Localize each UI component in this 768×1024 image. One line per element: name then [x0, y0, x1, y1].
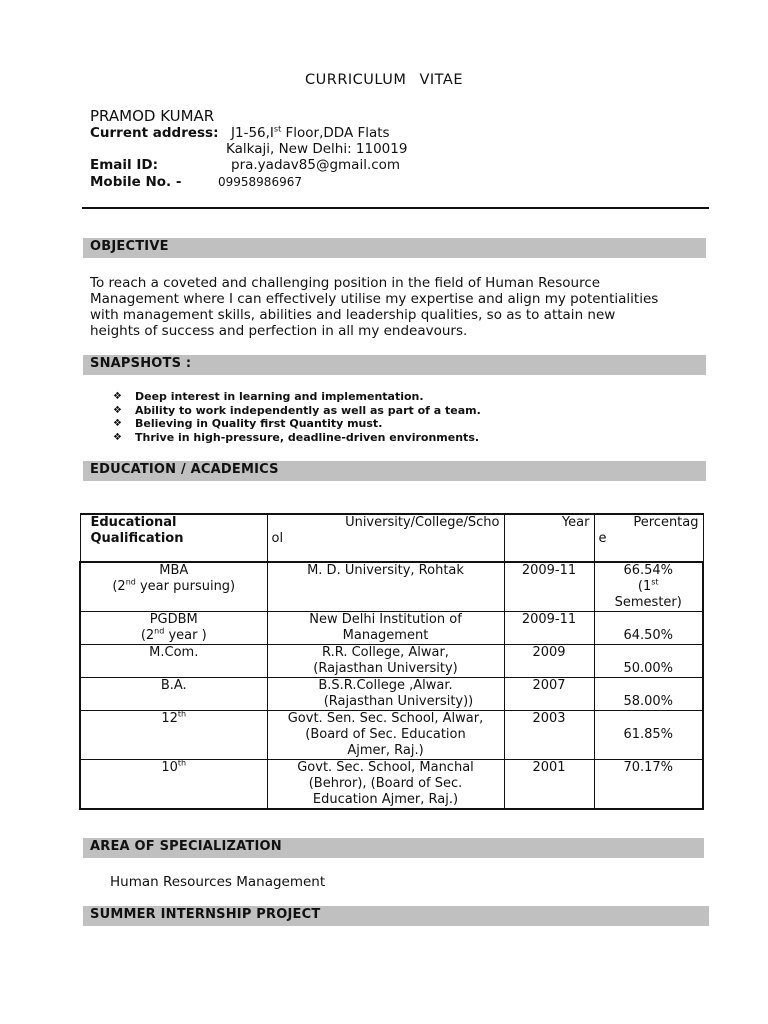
- snapshots-list: [113, 390, 481, 444]
- qualification-cell: 12th: [80, 711, 267, 760]
- qualification-cell: PGDBM (2nd year ): [80, 612, 267, 645]
- percentage-cell: 61.85%: [594, 711, 703, 760]
- email-value: pra.yadav85@gmail.com: [231, 157, 401, 173]
- percentage-cell: 70.17%: [594, 760, 703, 810]
- table-row: [80, 645, 703, 678]
- mobile-value: 09958986967: [218, 175, 302, 189]
- education-heading: EDUCATION / ACADEMICS: [90, 462, 279, 477]
- snapshots-heading: SNAPSHOTS :: [90, 356, 192, 371]
- percentage-cell: 66.54% (1st Semester): [594, 562, 703, 612]
- objective-heading: OBJECTIVE: [90, 239, 169, 254]
- diamond-bullet-icon: ❖: [113, 418, 122, 429]
- address-line-1: J1-56,Ist Floor,DDA Flats: [231, 124, 390, 141]
- email-label: Email ID:: [90, 157, 158, 173]
- university-cell: B.S.R.College ,Alwar. (Rajasthan University)): [267, 678, 504, 711]
- internship-heading: SUMMER INTERNSHIP PROJECT: [90, 907, 321, 922]
- specialization-heading: AREA OF SPECIALIZATION: [90, 839, 282, 854]
- year-cell: 2007: [504, 678, 594, 711]
- header-university: University/College/Scho ol: [267, 514, 504, 562]
- list-item: ❖ Deep interest in learning and implementation.: [113, 390, 424, 403]
- university-cell: New Delhi Institution of Management: [267, 612, 504, 645]
- year-cell: 2009-11: [504, 562, 594, 612]
- mobile-label: Mobile No. -: [90, 174, 182, 190]
- qualification-cell: MBA (2nd year pursuing): [80, 562, 267, 612]
- qualification-cell: B.A.: [80, 678, 267, 711]
- diamond-bullet-icon: ❖: [113, 404, 122, 416]
- university-cell: M. D. University, Rohtak: [267, 562, 504, 612]
- address-line-2: Kalkaji, New Delhi: 110019: [226, 141, 408, 157]
- table-row: [80, 678, 703, 711]
- table-row: [80, 711, 703, 760]
- year-cell: 2009: [504, 645, 594, 678]
- qualification-cell: M.Com.: [80, 645, 267, 678]
- current-address-label: Current address:: [90, 125, 219, 141]
- candidate-name: PRAMOD KUMAR: [90, 107, 215, 125]
- header-divider: [82, 207, 709, 209]
- education-table: [79, 513, 704, 810]
- objective-text: To reach a coveted and challenging position in the field of Human Resource Management where I can effectively utilise my expertise and align my potentialities with management skills, abilities and leadership qualities, so as to attain new heights of success and perfection in all my endeavours.: [90, 275, 659, 339]
- internship-section-header: [83, 906, 709, 926]
- year-cell: 2009-11: [504, 612, 594, 645]
- table-row: [80, 612, 703, 645]
- header-percentage: Percentag e: [594, 514, 703, 562]
- header-qualification: Educational Qualification: [80, 514, 267, 562]
- year-cell: 2003: [504, 711, 594, 760]
- objective-section-header: [83, 238, 706, 258]
- header-year: Year: [504, 514, 594, 562]
- percentage-cell: 58.00%: [594, 678, 703, 711]
- document-title: CURRICULUM VITAE: [305, 72, 463, 88]
- table-row: [80, 562, 703, 612]
- diamond-bullet-icon: ❖: [113, 431, 122, 443]
- specialization-section-header: [83, 838, 704, 858]
- list-item: ❖ Ability to work independently as well as part of a team.: [113, 403, 481, 417]
- table-header-row: [80, 514, 703, 562]
- list-item: ❖ Believing in Quality first Quantity must.: [113, 417, 383, 430]
- snapshots-section-header: [83, 355, 706, 375]
- percentage-cell: 50.00%: [594, 645, 703, 678]
- qualification-cell: 10th: [80, 760, 267, 810]
- university-cell: Govt. Sen. Sec. School, Alwar, (Board of Sec. Education Ajmer, Raj.): [267, 711, 504, 760]
- university-cell: R.R. College, Alwar, (Rajasthan University): [267, 645, 504, 678]
- specialization-text: Human Resources Management: [110, 874, 326, 890]
- percentage-cell: 64.50%: [594, 612, 703, 645]
- year-cell: 2001: [504, 760, 594, 810]
- university-cell: Govt. Sec. School, Manchal (Behror), (Board of Sec. Education Ajmer, Raj.): [267, 760, 504, 810]
- education-section-header: [83, 461, 706, 481]
- list-item: ❖ Thrive in high-pressure, deadline-driven environments.: [113, 430, 480, 444]
- diamond-bullet-icon: ❖: [113, 391, 122, 402]
- table-row: [80, 760, 703, 810]
